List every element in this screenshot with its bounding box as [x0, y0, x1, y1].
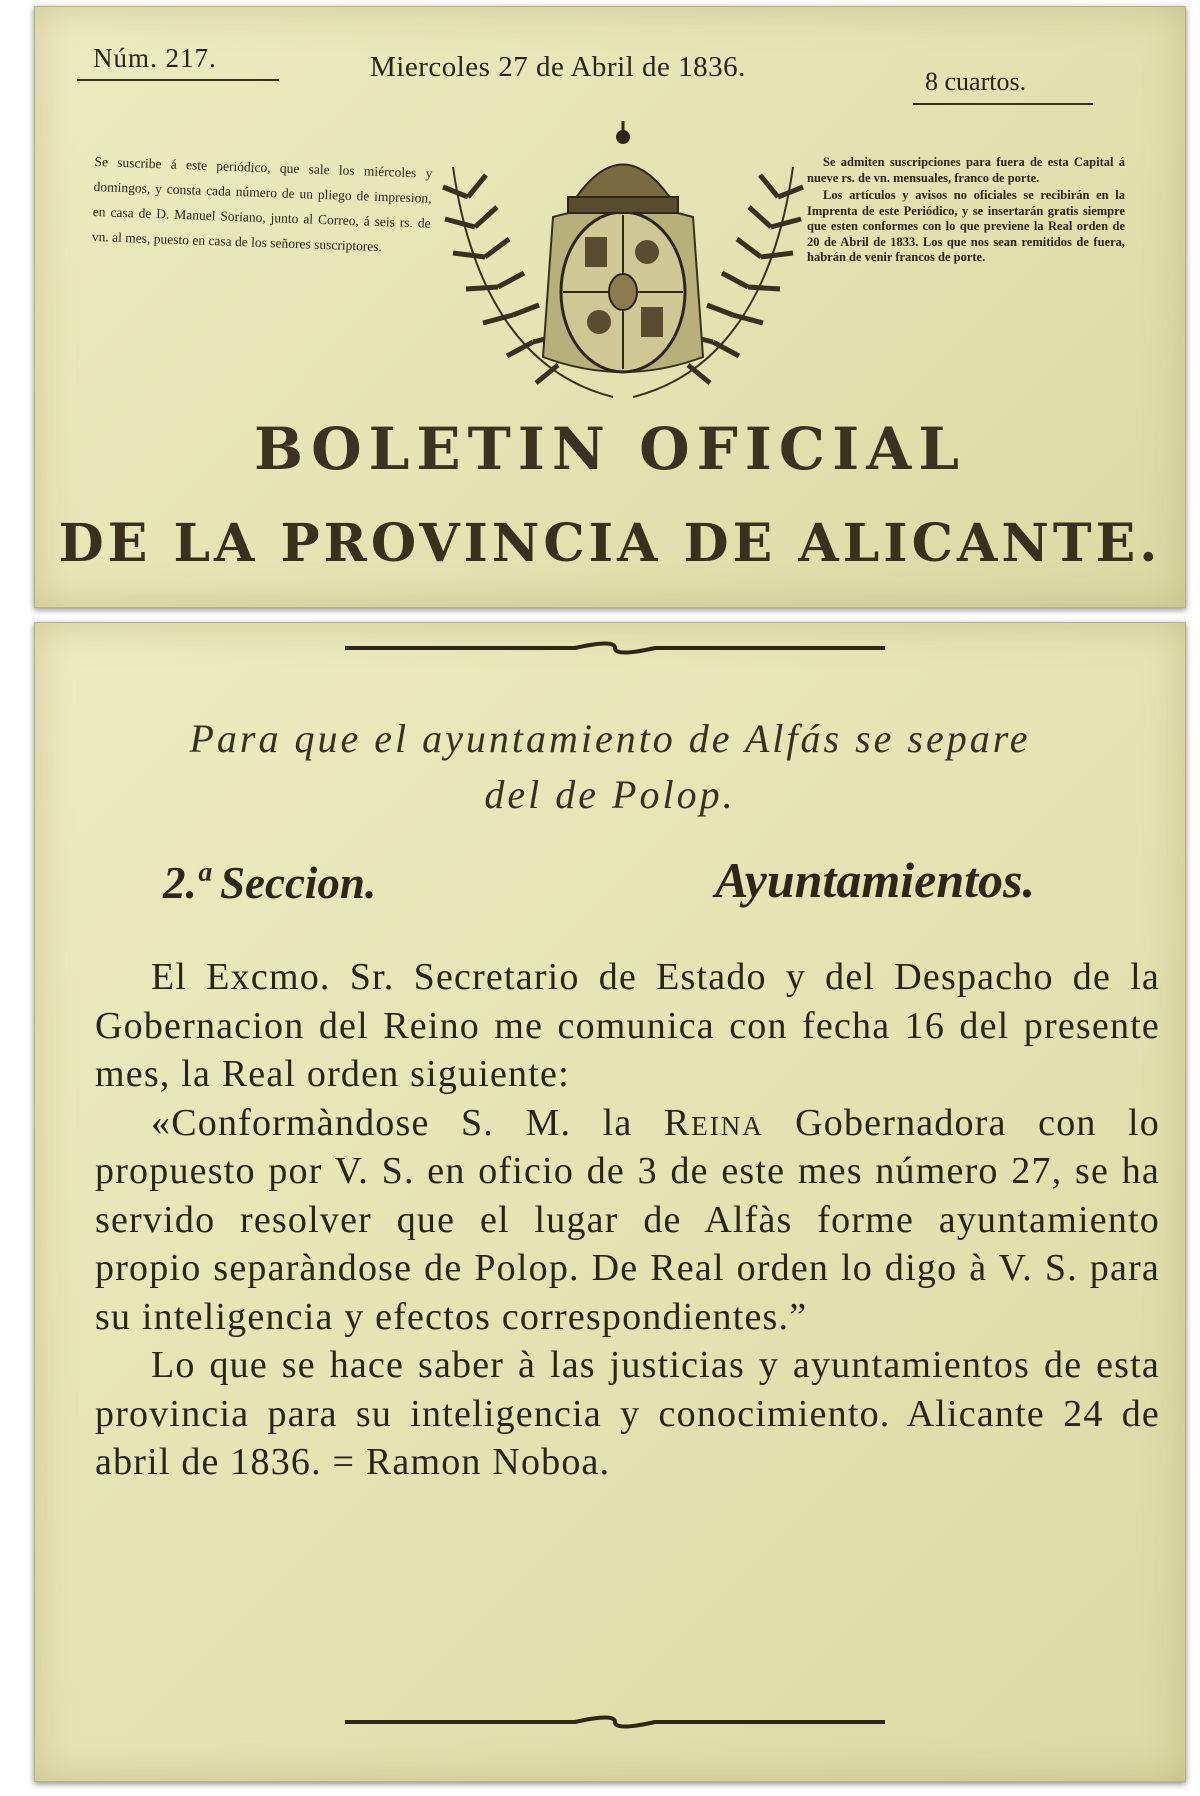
article-paragraph-3: Lo que se hace saber à las justicias y ayuntamientos de esta provincia para su inteligencia y conocimiento. Alicante 24 de abril de 1836. = Ramon Noboa. — [95, 1344, 1160, 1483]
article-heading-line-1: Para que el ayuntamiento de Alfás se separe — [189, 716, 1031, 761]
masthead-header-row — [35, 37, 1185, 97]
section-title: Ayuntamientos. — [715, 852, 1035, 908]
reina-small-caps: Reina — [663, 1101, 764, 1144]
paragraph-2-start: «Conformàndose S. M. la — [151, 1101, 664, 1144]
issue-number-underline — [77, 79, 279, 81]
article-paragraph-1: El Excmo. Sr. Secretario de Estado y del Despacho de la Gobernacion del Reino me comunica con fecha 16 del presente mes, la Real orden siguiente: — [95, 956, 1160, 1095]
royal-coat-of-arms-icon — [413, 107, 833, 407]
article-paragraph-2 — [95, 1099, 1160, 1342]
masthead-sheet — [34, 6, 1186, 608]
ornamental-rule-bottom — [345, 1715, 885, 1729]
newspaper-subtitle: DE LA PROVINCIA DE ALICANTE. — [58, 513, 1162, 574]
notice-right-para-1: Se admiten suscripciones para fuera de esta Capital á nueve rs. de vn. mensuales, franco de porte. — [807, 155, 1125, 185]
article-heading-line-2: del de Polop. — [484, 772, 736, 817]
issue-date: Miercoles 27 de Abril de 1836. — [370, 51, 746, 83]
newspaper-title: BOLETIN OFICIAL — [253, 415, 967, 483]
article-body — [95, 953, 1160, 1487]
notice-right-para-2: Los artículos y avisos no oficiales se recibirán en la Imprenta de este Periódico, y se insertarán gratis siempre que esten conformes con lo que previene la Real orden de 20 de Abril de 1833. Los que nos sean remitidos de fuera, habrán de venir francos de porte. — [807, 188, 1125, 264]
issue-price: 8 cuartos. — [925, 67, 1027, 96]
price-underline — [913, 103, 1093, 105]
section-number: 2.ª Seccion. — [163, 858, 377, 908]
article-sheet — [34, 622, 1186, 1782]
subscription-notice-right — [807, 155, 1125, 268]
issue-number: Núm. 217. — [93, 43, 217, 73]
ornamental-rule-top — [345, 641, 885, 655]
subscription-notice-left: Se suscribe á este periódico, que sale los miércoles y domingos, y consta cada número de un pliego de impresion, en casa de D. Manuel Soriano, junto al Correo, á seis rs. de vn. al mes, puesto en casa de los señores suscriptores. — [91, 153, 433, 255]
paragraph-2-end: Gobernadora con lo propuesto por V. S. en oficio de 3 de este mes número 27, se ha servido resolver que el lugar de Alfàs forme ayuntamiento propio separàndose de Polop. De Real orden lo digo à V. S. para su inteligencia y efectos correspondientes.” — [95, 1101, 1160, 1338]
